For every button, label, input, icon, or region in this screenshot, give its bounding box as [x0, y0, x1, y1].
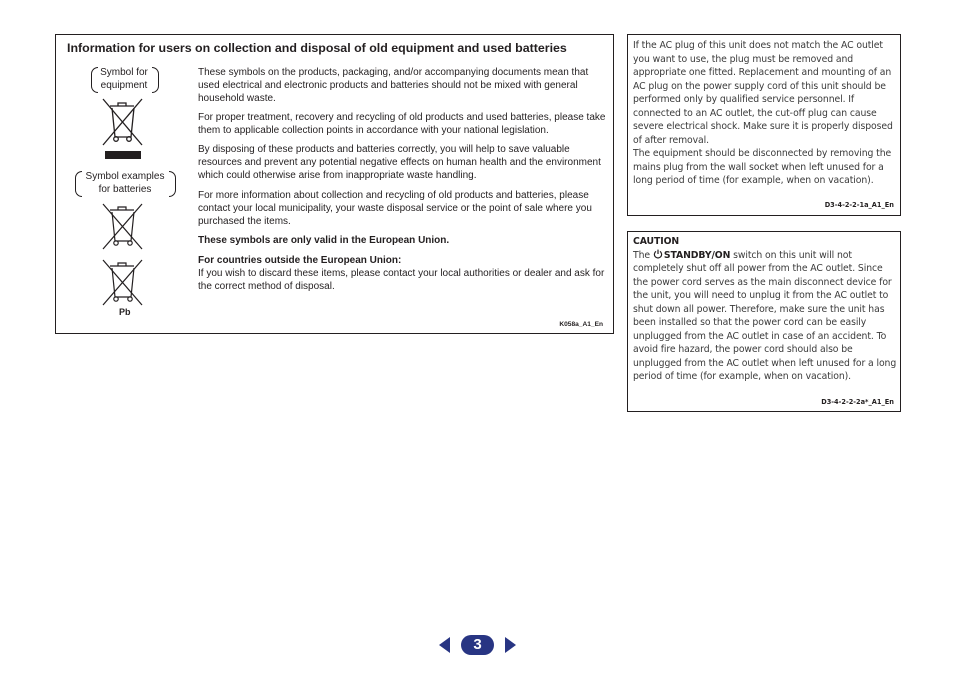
caution-heading: CAUTION	[633, 236, 680, 247]
weee-body-text	[198, 66, 608, 299]
weee-paragraph: By disposing of these products and batteries correctly, you will help to save valuable resources and prevent any potential negative effects on human health and the environment which could otherwise arise from inappropriate waste handling.	[198, 144, 601, 182]
triangle-left-icon[interactable]	[439, 637, 451, 653]
document-code: D3-4-2-2-1a_A1_En	[824, 201, 894, 209]
weee-paragraph: For proper treatment, recovery and recycling of old products and used batteries, please take them to applicable collection points in accordance with your national legislation.	[198, 112, 606, 137]
outside-eu-text: If you wish to discard these items, please contact your local authorities or dealer and ask for the correct method of disposal.	[198, 267, 605, 292]
weee-info-box	[55, 34, 614, 334]
weee-paragraph: These symbols on the products, packaging, and/or accompanying documents mean that used electrical and electronic products and batteries should not be mixed with general household waste.	[198, 67, 589, 104]
symbol-equipment-label: Symbol for equipment	[100, 67, 148, 91]
crossed-bin-battery-icon	[101, 203, 145, 251]
caution-paragraph	[633, 249, 897, 384]
caution-notice-box	[627, 231, 901, 412]
bracket-right	[169, 171, 176, 197]
eu-only-notice: These symbols are only valid in the European Union.	[198, 234, 450, 246]
weee-title: Information for users on collection and disposal of old equipment and used batteries	[67, 41, 567, 55]
ac-plug-paragraph: If the AC plug of this unit does not match the AC outlet you want to use, the plug must be removed and appropriate one fitted. Replacement and mounting of an AC plug on the power supply cord of this unit should be performed only by qualified service personnel. If connected to an AC outlet, the cut-off plug can cause severe electrical shock. Make sure it is properly disposed of after removal.	[633, 40, 893, 146]
outside-eu-heading: For countries outside the European Union:	[198, 254, 402, 266]
caution-text-post: switch on this unit will not completely shut off all power from the AC outlet. Since the power cord serves as the main disconnect device for the unit, you will need to unplug it from the AC outlet to shut down all power. Therefore, make sure the unit has been installed so that the power cord can be easily unplugged from the AC outlet in case of an accident. To avoid fire hazard, the power cord should also be unplugged from the AC outlet when left unused for a long period of time (for example, when on vacation).	[633, 249, 897, 382]
document-code: D3-4-2-2-2a*_A1_En	[821, 398, 894, 406]
document-code: K058a_A1_En	[559, 321, 603, 328]
disconnect-paragraph: The equipment should be disconnected by removing the mains plug from the wall socket when left unused for a long period of time (for example, when on vacation).	[633, 148, 892, 186]
caution-text-pre: The	[633, 249, 653, 261]
page-number: 3	[461, 635, 494, 655]
caution-text	[633, 235, 897, 384]
power-icon	[653, 249, 663, 259]
weee-paragraph: For more information about collection and recycling of old products and batteries, please contact your local municipality, your waste disposal service or the point of sale where you purchased the items.	[198, 189, 592, 227]
standby-on-key: STANDBY/ON	[663, 249, 731, 261]
triangle-right-icon[interactable]	[504, 637, 516, 653]
symbol-batteries-label: Symbol examples for batteries	[85, 171, 165, 195]
page-navigation	[439, 634, 517, 656]
crossed-bin-equipment-icon	[101, 97, 145, 161]
ac-plug-notice-text	[633, 39, 897, 188]
ac-plug-notice-box	[627, 34, 901, 216]
bracket-right	[152, 67, 159, 93]
pb-label: Pb	[119, 307, 131, 317]
crossed-bin-battery-pb-icon	[101, 259, 145, 307]
